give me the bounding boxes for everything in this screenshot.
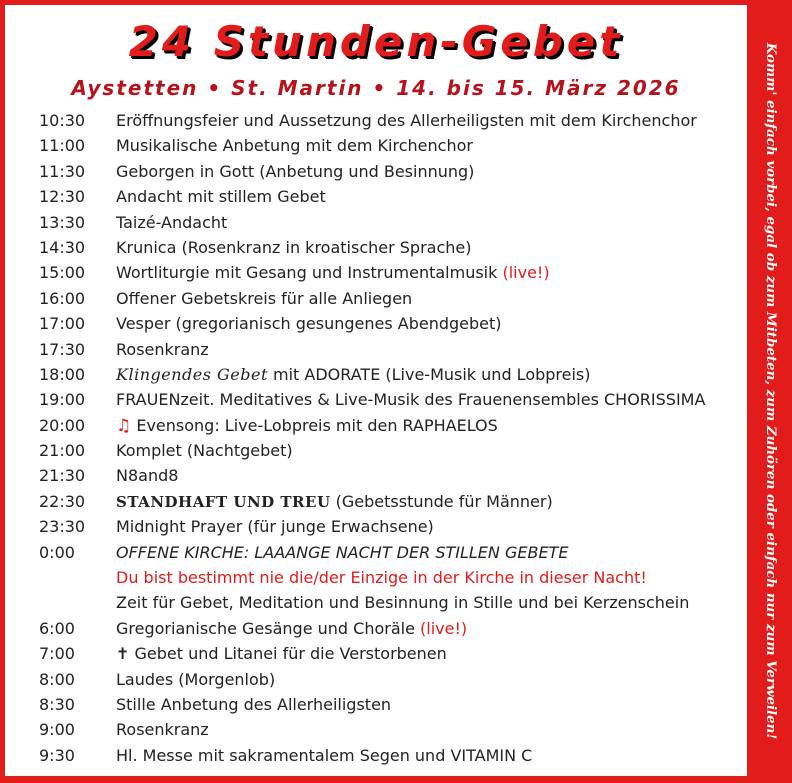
schedule-text: Wortliturgie mit Gesang und Instrumentalmusik	[116, 263, 498, 283]
poster-title: 24 Stunden-Gebet	[128, 17, 624, 66]
schedule-text: Krunica (Rosenkranz in kroatischer Sprache)	[116, 237, 472, 257]
schedule-entry	[116, 260, 550, 285]
schedule-row	[39, 667, 744, 692]
schedule-row	[39, 210, 744, 235]
klingendes-gebet-logo: Klingendes Gebet	[116, 364, 268, 384]
schedule-time: 18:00	[39, 364, 86, 384]
schedule-text: Vesper (gregorianisch gesungenes Abendgebet)	[116, 314, 502, 334]
schedule-entry	[116, 489, 553, 515]
schedule-time: 11:00	[39, 136, 86, 156]
schedule-time: 8:00	[39, 669, 75, 689]
schedule-time: 10:30	[39, 111, 86, 130]
schedule-time: 7:00	[39, 644, 75, 664]
schedule-time: 17:00	[39, 314, 86, 334]
schedule-text: Midnight Prayer (für junge Erwachsene)	[116, 517, 434, 537]
schedule-time: 13:30	[39, 212, 86, 232]
schedule-row	[39, 337, 744, 362]
schedule-row-continuation	[39, 565, 744, 590]
schedule-text: Evensong: Live-Lobpreis mit den RAPHAELOS	[136, 415, 498, 435]
schedule-text: FRAUENzeit. Meditatives & Live-Musik des Frauenensembles CHORISSIMA	[116, 390, 706, 410]
schedule-text: mit ADORATE (Live-Musik und Lobpreis)	[273, 364, 591, 384]
schedule-row	[39, 489, 744, 514]
schedule-row	[39, 616, 744, 641]
schedule-row	[39, 540, 744, 565]
schedule-text: Laudes (Morgenlob)	[116, 669, 276, 689]
schedule-text: Hl. Messe mit sakramentalem Segen und VITAMIN C	[116, 745, 533, 765]
schedule-time: 22:30	[39, 491, 86, 511]
poster-body	[5, 5, 747, 776]
schedule-time: 0:00	[39, 542, 75, 562]
schedule-time: 9:30	[39, 745, 75, 765]
schedule-row	[39, 692, 744, 717]
schedule-time: 17:30	[39, 339, 86, 359]
schedule-time: 21:30	[39, 466, 86, 486]
schedule-text: N8and8	[116, 466, 179, 486]
schedule-row	[39, 387, 744, 412]
schedule-time: 20:00	[39, 415, 86, 435]
schedule-text: Taizé-Andacht	[116, 212, 228, 232]
schedule-time: 8:30	[39, 694, 75, 714]
schedule-time: 21:00	[39, 441, 86, 461]
schedule-time: 16:00	[39, 288, 86, 308]
schedule-text: Gebet und Litanei für die Verstorbenen	[134, 644, 447, 664]
cross-icon: ✝	[116, 644, 130, 664]
schedule-row	[39, 235, 744, 260]
schedule-row	[39, 260, 744, 285]
schedule-row	[39, 438, 744, 463]
schedule-entry	[116, 362, 591, 387]
schedule-row	[39, 463, 744, 488]
schedule-row	[39, 311, 744, 336]
schedule-row	[39, 159, 744, 184]
schedule-row	[39, 717, 744, 742]
schedule-note: Du bist bestimmt nie die/der Einzige in der Kirche in dieser Nacht!	[116, 568, 647, 588]
schedule-time: 12:30	[39, 187, 86, 207]
schedule-row	[39, 133, 744, 158]
schedule-row	[39, 108, 744, 133]
schedule-time: 9:00	[39, 720, 75, 740]
schedule-text: Komplet (Nachtgebet)	[116, 441, 293, 461]
schedule-row	[39, 743, 744, 768]
schedule-text: Rosenkranz	[116, 720, 209, 740]
schedule-text: Musikalische Anbetung mit dem Kirchenchor	[116, 136, 473, 156]
schedule-time: 19:00	[39, 390, 86, 410]
standhaft-und-treu-logo: STANDHAFT UND TREU	[116, 492, 331, 511]
poster-subtitle: Aystetten • St. Martin • 14. bis 15. März 2026	[71, 76, 681, 100]
schedule-row-continuation	[39, 590, 744, 615]
schedule-time: 11:30	[39, 161, 86, 181]
side-banner-text: Komm' einfach vorbei, egal ob zum Mitbeten, zum Zuhören oder einfach nur zum Verweilen!	[763, 42, 779, 740]
schedule-entry	[116, 413, 498, 439]
schedule-text: Andacht mit stillem Gebet	[116, 187, 326, 207]
schedule-time: 14:30	[39, 237, 86, 257]
schedule-time: 23:30	[39, 517, 86, 537]
live-badge: (live!)	[420, 618, 468, 638]
live-badge: (live!)	[502, 263, 550, 283]
schedule-entry	[116, 616, 467, 641]
schedule-row	[39, 413, 744, 438]
schedule-text: Gregorianische Gesänge und Choräle	[116, 618, 415, 638]
schedule-row	[39, 514, 744, 539]
schedule-text: Stille Anbetung des Allerheiligsten	[116, 694, 392, 714]
schedule-note: Zeit für Gebet, Meditation und Besinnung in Stille und bei Kerzenschein	[116, 593, 690, 613]
schedule-text: (Gebetsstunde für Männer)	[335, 491, 553, 511]
schedule-text: Offener Gebetskreis für alle Anliegen	[116, 288, 413, 308]
schedule-text: OFFENE KIRCHE: LAAANGE NACHT DER STILLEN GEBETE	[116, 542, 569, 562]
schedule-text: Eröffnungsfeier und Aussetzung des Allerheiligsten mit dem Kirchenchor	[116, 111, 697, 130]
schedule-row	[39, 184, 744, 209]
schedule-list	[39, 108, 744, 768]
schedule-time: 15:00	[39, 263, 86, 283]
schedule-row	[39, 362, 744, 387]
schedule-text: Rosenkranz	[116, 339, 209, 359]
schedule-text: Geborgen in Gott (Anbetung und Besinnung)	[116, 161, 475, 181]
schedule-row	[39, 286, 744, 311]
schedule-entry	[116, 641, 447, 666]
schedule-time: 6:00	[39, 618, 75, 638]
music-note-icon: ♫	[116, 415, 132, 436]
side-banner	[750, 0, 792, 783]
schedule-row	[39, 641, 744, 666]
